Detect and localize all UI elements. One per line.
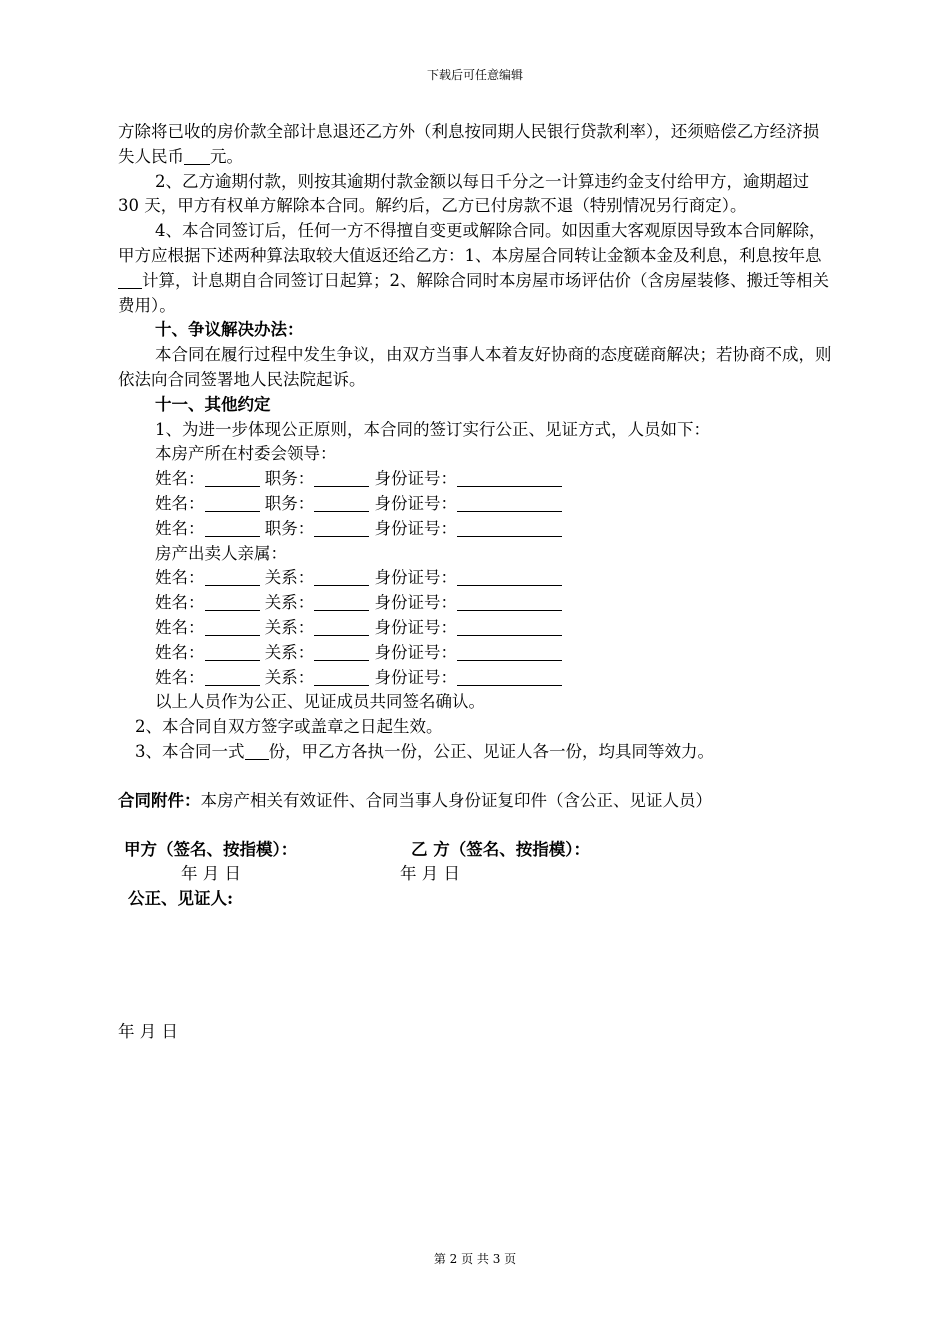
name-blank [205,619,260,636]
final-date: 年 月 日 [118,1022,178,1041]
section-heading-dispute: 十、争议解决办法： [155,320,304,340]
id-label: 身份证号： [369,667,457,687]
name-label: 姓名： [155,518,205,538]
relation-label: 关系： [259,617,315,637]
paragraph-refund [118,120,833,170]
relation-label: 关系： [259,593,315,613]
relation-blank [314,644,369,661]
name-blank [205,594,260,611]
signature-block [118,838,833,913]
relation-label: 关系： [259,568,315,588]
relative-row [118,641,833,666]
duty-label: 职务： [259,469,315,489]
paragraph-effective: 2、本合同自双方签字或盖章之日起生效。 [135,717,443,737]
relative-row [118,666,833,691]
duty-blank [314,495,369,512]
name-blank [205,470,260,487]
witness-label: 公正、见证人: [128,888,234,908]
relation-label: 关系： [259,642,315,662]
id-blank [457,495,562,512]
paragraph-dispute: 本合同在履行过程中发生争议，由双方当事人本着友好协商的态度磋商解决；若协商不成，则依法向合同签署地人民法院起诉。 [118,345,832,389]
attachment-label: 合同附件： [118,790,201,810]
id-blank [457,520,562,537]
id-label: 身份证号： [369,469,457,489]
refund-end: 元。 [210,146,243,166]
name-label: 姓名： [155,469,205,489]
document-body [118,120,833,913]
attachment-text: 本房产相关有效证件、合同当事人身份证复印件（含公正、见证人员） [200,790,712,810]
id-label: 身份证号： [369,593,457,613]
duty-blank [314,520,369,537]
attachment-line [118,789,833,814]
relation-label: 关系： [259,667,315,687]
id-label: 身份证号： [369,617,457,637]
paragraph-late-payment: 2、乙方逾期付款，则按其逾期付款金额以每日千分之一计算违约金支付给甲方，逾期超过 30 天，甲方有权单方解除本合同。解约后，乙方已付房款不退（特别情况另行商定）。 [118,171,809,216]
village-leader-row [118,517,833,542]
paragraph-witness-intro: 1、为进一步体现公正原则，本合同的签订实行公正、见证方式，人员如下： [155,419,710,439]
page-footer: 第 2 页 共 3 页 [433,1252,517,1266]
id-label: 身份证号： [369,493,457,513]
relation-blank [314,594,369,611]
id-blank [457,619,562,636]
name-blank [205,520,260,537]
amount-blank [184,148,210,165]
page-header: 下载后可任意编辑 [426,68,523,82]
party-a-signature-label: 甲方（签名、按指模）： [124,839,298,859]
name-label: 姓名： [155,667,205,687]
name-blank [205,495,260,512]
duty-label: 职务： [259,518,315,538]
copies-text-a: 3、本合同一式 [135,741,245,761]
name-blank [205,644,260,661]
relation-blank [314,569,369,586]
village-leader-row [118,492,833,517]
name-label: 姓名： [155,642,205,662]
relative-row [118,616,833,641]
interest-blank [118,272,142,289]
paragraph-termination [118,219,833,318]
id-blank [457,669,562,686]
name-blank [205,669,260,686]
termination-text-b: 计算，计息期自合同签订日起算；2、解除合同时本房屋市场评估价（含房屋装修、搬迁等相关费用）。 [118,270,829,315]
name-label: 姓名： [155,617,205,637]
id-label: 身份证号： [369,518,457,538]
name-label: 姓名： [155,593,205,613]
party-a-date: 年 月 日 [181,863,241,883]
termination-text-a: 4、本合同签订后，任何一方不得擅自变更或解除合同。如因重大客观原因导致本合同解除，甲方应根据下述两种算法取较大值返还给乙方：1、本房屋合同转让金额本金及利息，利息按年息 [118,221,826,265]
relation-blank [314,669,369,686]
duty-blank [314,470,369,487]
paragraph-copies [118,740,833,765]
party-b-date: 年 月 日 [400,863,460,883]
id-label: 身份证号： [369,568,457,588]
relatives-label: 房产出卖人亲属： [155,543,287,563]
id-blank [457,470,562,487]
relative-row [118,566,833,591]
spacer [118,765,833,789]
id-label: 身份证号： [369,642,457,662]
relation-blank [314,619,369,636]
confirm-text: 以上人员作为公正、见证成员共同签名确认。 [155,692,485,712]
name-label: 姓名： [155,568,205,588]
refund-text: 方除将已收的房价款全部计息退还乙方外（利息按同期人民银行贷款利率），还须赔偿乙方经济损失人民币 [118,122,820,166]
copies-blank [245,743,269,760]
id-blank [457,644,562,661]
party-b-signature-label: 乙 方（签名、按指模）： [411,839,590,859]
id-blank [457,594,562,611]
section-heading-other: 十一、其他约定 [155,394,271,414]
spacer [118,814,833,838]
relative-row [118,591,833,616]
name-label: 姓名： [155,493,205,513]
copies-text-b: 份，甲乙方各执一份，公正、见证人各一份，均具同等效力。 [268,741,714,761]
village-leader-row [118,467,833,492]
duty-label: 职务： [259,493,315,513]
name-blank [205,569,260,586]
village-leader-label: 本房产所在村委会领导： [155,444,337,464]
id-blank [457,569,562,586]
